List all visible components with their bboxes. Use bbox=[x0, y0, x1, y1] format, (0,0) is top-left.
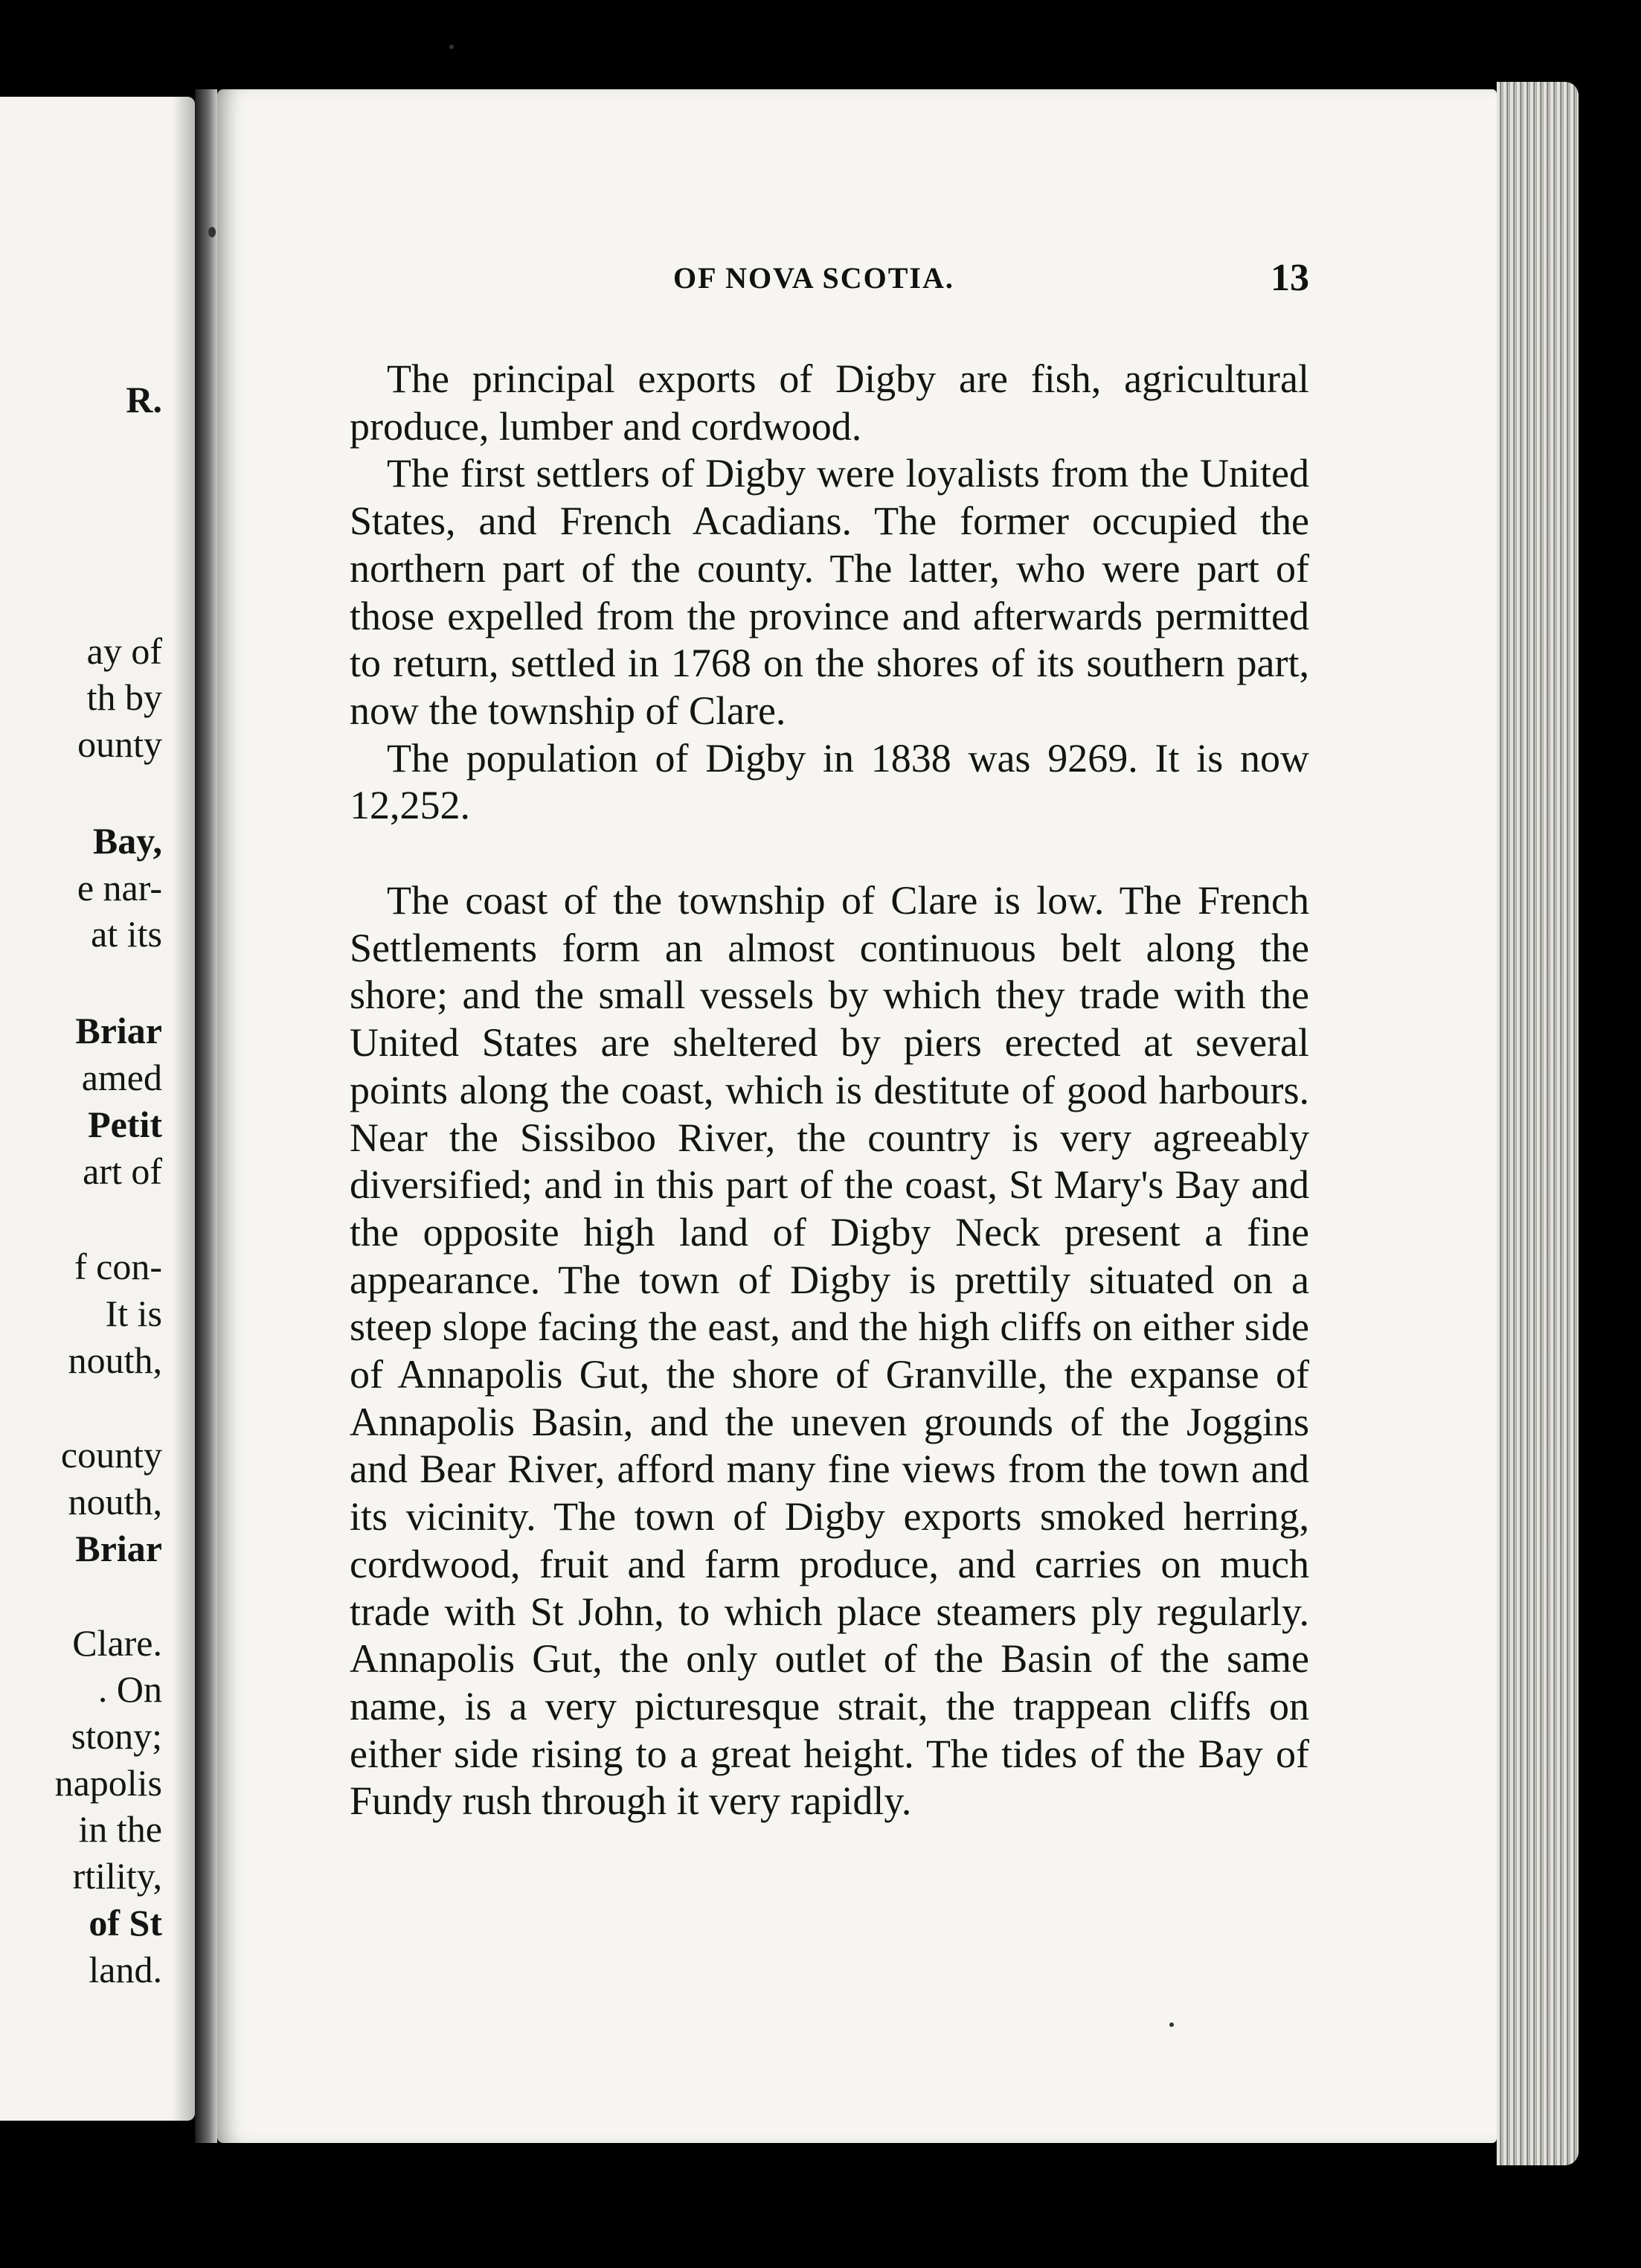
left-page-line: ounty bbox=[77, 723, 162, 765]
left-page-line: Clare. bbox=[72, 1622, 162, 1664]
left-page-line: R. bbox=[126, 379, 162, 420]
left-page-line: of St bbox=[89, 1902, 162, 1944]
running-head: OF NOVA SCOTIA. bbox=[673, 261, 954, 295]
left-page-line: at its bbox=[91, 913, 162, 955]
page-header bbox=[350, 257, 1309, 305]
left-page-line: in the bbox=[78, 1808, 162, 1850]
left-page-line: Briar bbox=[75, 1010, 162, 1051]
paragraph-settlers: The first settlers of Digby were loyalists from the United States, and French Acadians. The former occupied the northern part of the county. The latter, who were part of those expelled from the province and afterwards permitted to return, settled in 1768 on the shores of its southern part, now the township of Clare. bbox=[350, 451, 1309, 733]
left-page-line: . On bbox=[97, 1668, 162, 1710]
left-page-line: amed bbox=[81, 1057, 162, 1098]
left-page bbox=[0, 97, 195, 2121]
book-gutter bbox=[195, 89, 217, 2143]
left-page-line: f con- bbox=[74, 1246, 162, 1287]
left-page-line: land. bbox=[89, 1949, 162, 1990]
left-page-line: nouth, bbox=[68, 1339, 162, 1381]
left-page-line: county bbox=[60, 1434, 162, 1476]
left-page-line: napolis bbox=[54, 1762, 162, 1804]
left-page-line: rtility, bbox=[72, 1855, 162, 1897]
page-edges bbox=[1497, 82, 1579, 2165]
paragraph-coast: The coast of the township of Clare is low. The French Settlements form an almost continuous belt along the shore; and the small vessels by which they trade with the United States are sheltered by piers erected at several points along the coast, which is destitute of good harbours. Near the Sissiboo River, the country is very agreeably diversified; and in this part of the coast, St Mary's Bay and the opposite high land of Digby Neck present a fine appearance. The town of Digby is prettily situated on a steep slope facing the east, and the high cliffs on either side of Annapolis Gut, the shore of Granville, the expanse of Annapolis Basin, and the uneven grounds of the Joggins and Bear River, afford many fine views from the town and its vicinity. The town of Digby exports smoked herring, cordwood, fruit and farm produce, and carries on much trade with St John, to which place steamers ply regularly. Annapolis Gut, the only outlet of the Basin of the same name, is a very picturesque strait, the trappean cliffs on either side rising to a great height. The tides of the Bay of Fundy rush through it very rapidly. bbox=[350, 878, 1309, 1824]
left-page-line: e nar- bbox=[77, 867, 162, 909]
scan-speck bbox=[208, 227, 216, 237]
left-page-line: th by bbox=[86, 676, 162, 718]
left-page-line: ay of bbox=[86, 630, 162, 672]
left-page-line: stony; bbox=[71, 1715, 162, 1757]
scan-speck bbox=[449, 45, 454, 49]
page-number: 13 bbox=[1271, 257, 1309, 299]
paragraph-population: The population of Digby in 1838 was 9269. It is now 12,252. bbox=[350, 735, 1309, 828]
body-text bbox=[350, 356, 1309, 1825]
left-page-line: Petit bbox=[88, 1103, 162, 1145]
left-page-line: It is bbox=[105, 1292, 162, 1334]
scan-speck bbox=[1169, 2022, 1174, 2027]
paragraph-exports: The principal exports of Digby are fish, agricultural produce, lumber and cordwood. bbox=[350, 356, 1309, 449]
left-page-line: Bay, bbox=[92, 820, 162, 862]
left-page-line: nouth, bbox=[68, 1481, 162, 1522]
left-page-shadow bbox=[173, 97, 195, 2121]
left-page-line: Briar bbox=[75, 1528, 162, 1569]
left-page-line: art of bbox=[83, 1150, 162, 1192]
